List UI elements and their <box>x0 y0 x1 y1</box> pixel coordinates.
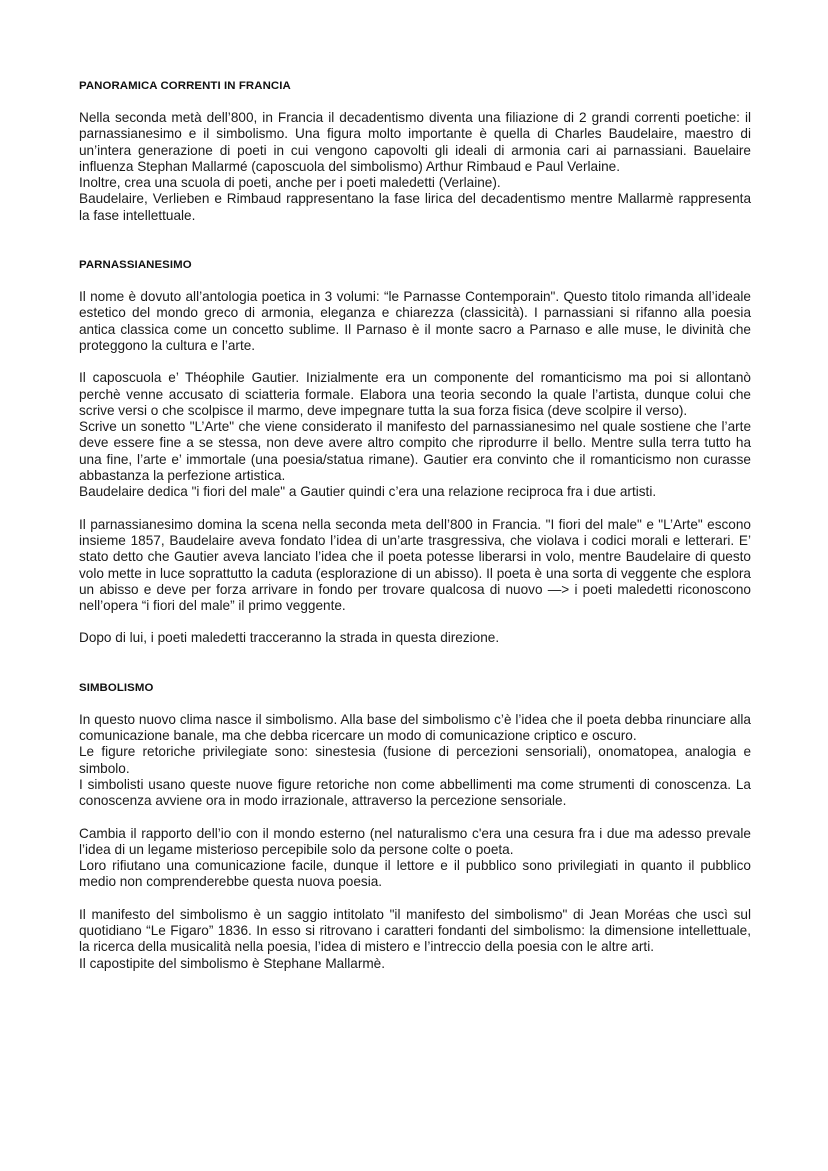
paragraph: Inoltre, crea una scuola di poeti, anche per i poeti maledetti (Verlaine). <box>79 175 501 191</box>
section-heading-panoramica: PANORAMICA CORRENTI IN FRANCIA <box>79 80 291 92</box>
paragraph: Cambia il rapporto dell’io con il mondo esterno (nel naturalismo c'era una cesura fra i due ma adesso prevale l’idea di un legame misterioso percepibile solo da persone colte o poeta. <box>79 825 751 857</box>
document-page <box>79 78 751 972</box>
paragraph: Scrive un sonetto "L’Arte" che viene considerato il manifesto del parnassianesimo nel quale sostiene che l’arte deve essere fine a se stessa, non deve avere altro compito che riprodurre il bello. Mentre sulla terra tutto ha una fine, l’arte e’ immortale (una poesia/statua rimane). Gautier era convinto che il romanticismo non curasse abbastanza la perfezione artistica. <box>79 419 751 484</box>
paragraph: I simbolisti usano queste nuove figure retoriche non come abbellimenti ma come strumenti di conoscenza. La conoscenza avviene ora in modo irrazionale, attraverso la percezione sensoriale. <box>79 776 751 809</box>
paragraph: Il parnassianesimo domina la scena nella seconda meta dell’800 in Francia. "I fiori del male" e "L’Arte" escono insieme 1857, Baudelaire aveva fondato l’idea di un’arte trasgressiva, che violava i codici morali e letterari. E’ stato detto che Gautier aveva lanciato l’idea che il poeta potesse liberarsi in volo, mentre Baudelaire di questo volo mette in luce soprattutto la caduta (esplorazione di un abisso). Il poeta è una sorta di veggente che esplora un abisso e deve per forza arrivare in fondo per trovare qualcosa di nuovo —> i poeti maledetti riconoscono nell’opera “i fiori del male” il primo veggente. <box>79 516 751 614</box>
paragraph: Baudelaire, Verlieben e Rimbaud rappresentano la fase lirica del decadentismo mentre Mallarmè rappresenta la fase intellettuale. <box>79 191 751 223</box>
section-heading-simbolismo: SIMBOLISMO <box>79 681 154 694</box>
paragraph: Il caposcuola e’ Théophile Gautier. Inizialmente era un componente del romanticismo ma poi si allontanò perchè venne accusato di sciatteria formale. Elabora una teoria secondo la quale l’artista, dunque colui che scrive versi o che scolpisce il marmo, deve impegnare tutta la sua forza fisica (deve scolpire il verso). <box>79 370 751 418</box>
paragraph: Baudelaire dedica "i fiori del male" a Gautier quindi c’era una relazione reciproca fra i due artisti. <box>79 484 657 500</box>
paragraph: Le figure retoriche privilegiate sono: sinestesia (fusione di percezioni sensoriali), onomatopea, analogia e simbolo. <box>79 744 751 776</box>
paragraph: Il capostipite del simbolismo è Stephane Mallarmè. <box>79 955 386 971</box>
paragraph: Dopo di lui, i poeti maledetti tracceranno la strada in questa direzione. <box>79 630 500 646</box>
paragraph: Il manifesto del simbolismo è un saggio intitolato "il manifesto del simbolismo" di Jean Moréas che uscì sul quotidiano “Le Figaro” 1836. In esso si ritrovano i caratteri fondanti del simbolismo: la dimensione intellettuale, la ricerca della musicalità nella poesia, l’idea di mistero e l’intreccio della poesia con le altre arti. <box>79 906 751 955</box>
paragraph: Nella seconda metà dell’800, in Francia il decadentismo diventa una filiazione di 2 grandi correnti poetiche: il parnassianesimo e il simbolismo. Una figura molto importante è quella di Charles Baudelaire, maestro di un’intera generazione di poeti in cui vengono capovolti gli ideali di armonia cari ai parnassiani. Bauelaire influenza Stephan Mallarmé (caposcuola del simbolismo) Arthur Rimbaud e Paul Verlaine. <box>79 110 751 174</box>
paragraph: Loro rifiutano una comunicazione facile, dunque il lettore e il pubblico sono privilegiati in quanto il pubblico medio non comprenderebbe questa nuova poesia. <box>79 858 751 890</box>
paragraph: Il nome è dovuto all’antologia poetica in 3 volumi: “le Parnasse Contemporain". Questo titolo rimanda all’ideale estetico del mondo greco di armonia, eleganza e chiarezza (classicità). I parnassiani si rifanno alla poesia antica classica come un concetto sublime. Il Parnaso è il monte sacro a Parnaso e alle muse, le divinità che proteggono la cultura e l’arte. <box>79 289 751 353</box>
section-heading-parnassianesimo: PARNASSIANESIMO <box>79 259 192 272</box>
paragraph: In questo nuovo clima nasce il simbolismo. Alla base del simbolismo c’è l’idea che il poeta debba rinunciare alla comunicazione banale, ma che debba ricercare un modo di comunicazione criptico e oscuro. <box>79 711 751 744</box>
